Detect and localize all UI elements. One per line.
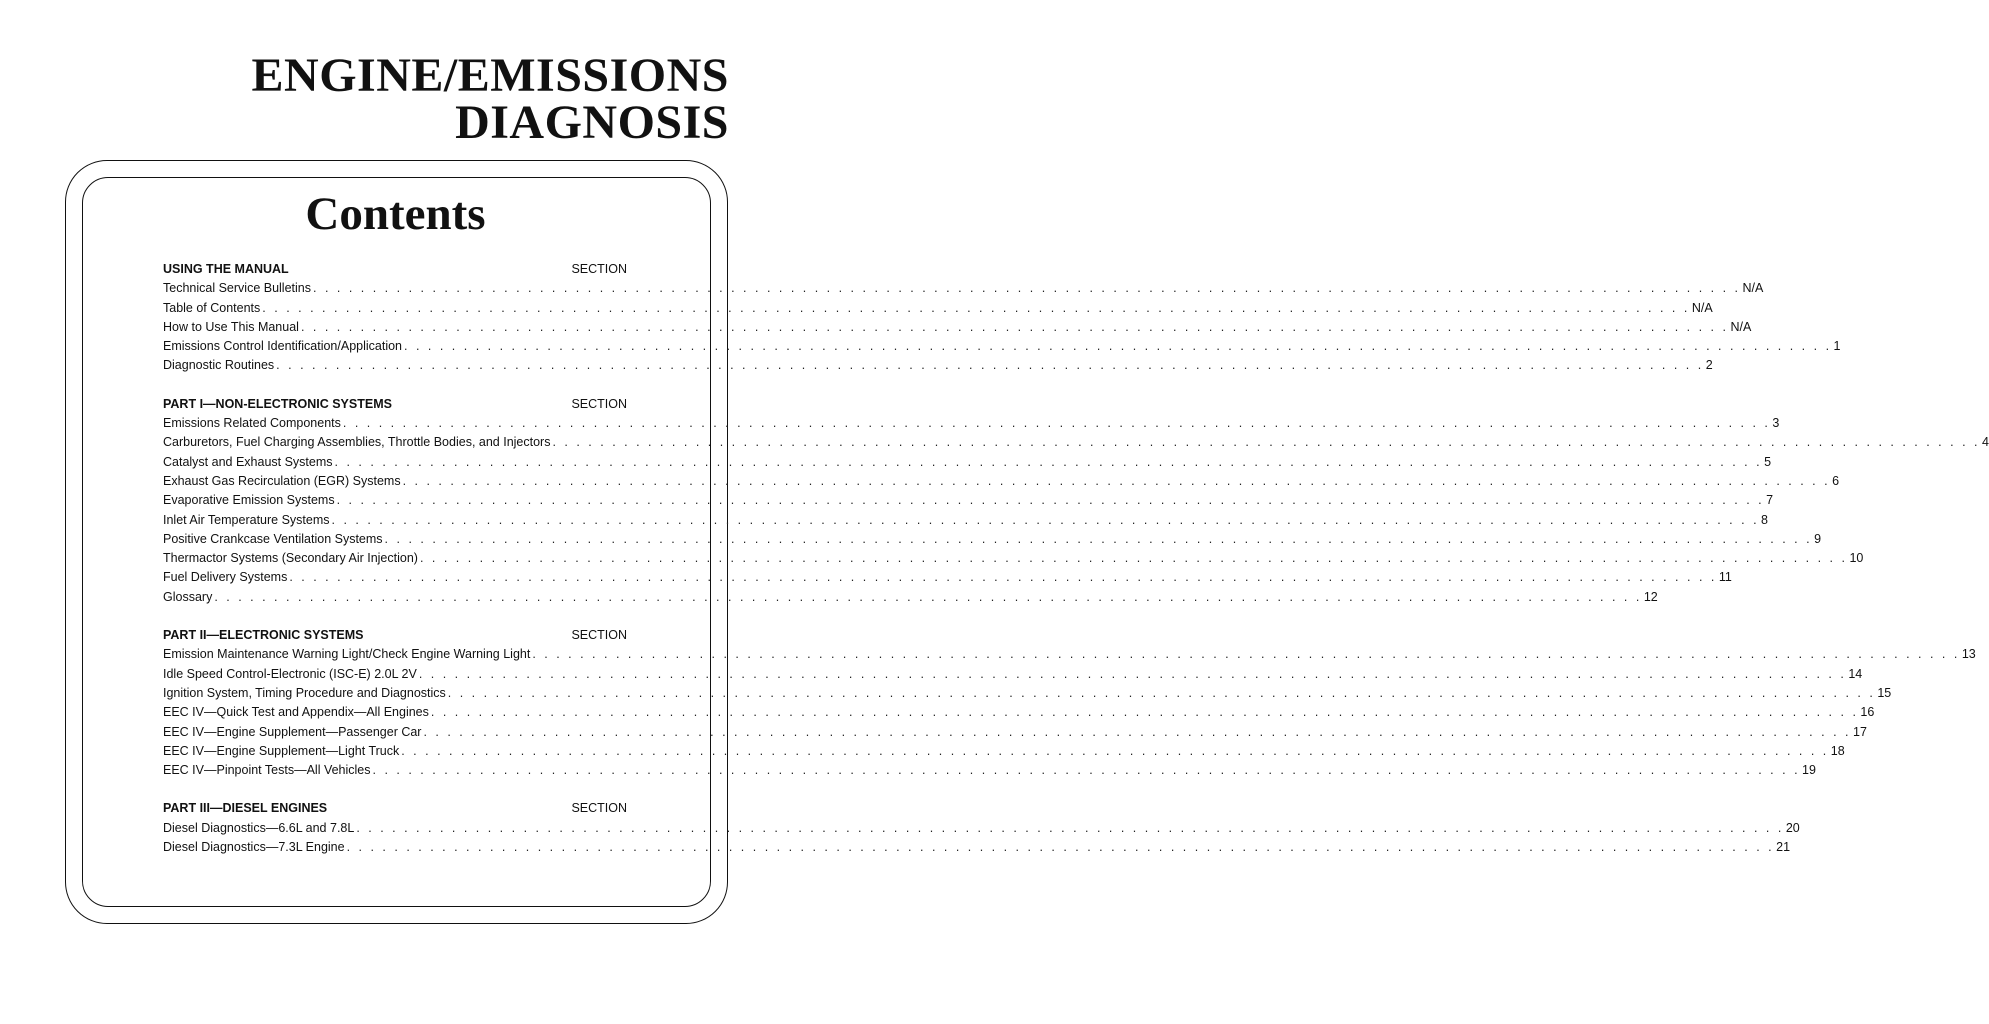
toc-section — [163, 626, 1976, 780]
section-column-label: SECTION — [571, 628, 627, 643]
toc-entry-title: Table of Contents — [163, 300, 261, 315]
section-column-label: SECTION — [571, 396, 627, 411]
dot-leader: . . . . . . . . . . . . . . . . . . . . . . . . . . . . . . . . . . . . . . . . . . . . . . . . . . . . . . . . . . . . . . . . . . . . . . . . . . . . . . . . . . . . . . . . . . . . . . . . . . . . . . . . . . . . . . . . . . . . . . . . — [401, 743, 1829, 758]
toc-entry-title: EEC IV—Pinpoint Tests—All Vehicles — [163, 763, 371, 778]
dot-leader: . . . . . . . . . . . . . . . . . . . . . . . . . . . . . . . . . . . . . . . . . . . . . . . . . . . . . . . . . . . . . . . . . . . . . . . . . . . . . . . . . . . . . . . . . . . . . . . . . . . . . . . . . . . . . . . . . . . . . . . . — [334, 454, 1763, 469]
page-title-line-1: ENGINE/EMISSIONS — [251, 49, 729, 102]
toc-entry-title: EEC IV—Engine Supplement—Light Truck — [163, 743, 400, 758]
toc-entry-title: Glossary — [163, 589, 213, 604]
toc-entry-title: Technical Service Bulletins — [163, 281, 311, 296]
dot-leader: . . . . . . . . . . . . . . . . . . . . . . . . . . . . . . . . . . . . . . . . . . . . . . . . . . . . . . . . . . . . . . . . . . . . . . . . . . . . . . . . . . . . . . . . . . . . . . . . . . . . . . . . . . . . . . . . . . . . . . . . — [532, 647, 1960, 662]
dot-leader: . . . . . . . . . . . . . . . . . . . . . . . . . . . . . . . . . . . . . . . . . . . . . . . . . . . . . . . . . . . . . . . . . . . . . . . . . . . . . . . . . . . . . . . . . . . . . . . . . . . . . . . . . . . . . . . . . . . . . . . . — [289, 570, 1717, 585]
toc-entry-section-number: 19 — [1802, 763, 1816, 778]
toc-entry-title: How to Use This Manual — [163, 319, 299, 334]
dot-leader: . . . . . . . . . . . . . . . . . . . . . . . . . . . . . . . . . . . . . . . . . . . . . . . . . . . . . . . . . . . . . . . . . . . . . . . . . . . . . . . . . . . . . . . . . . . . . . . . . . . . . . . . . . . . . . . . . . . . . . . . — [346, 840, 1775, 855]
dot-leader: . . . . . . . . . . . . . . . . . . . . . . . . . . . . . . . . . . . . . . . . . . . . . . . . . . . . . . . . . . . . . . . . . . . . . . . . . . . . . . . . . . . . . . . . . . . . . . . . . . . . . . . . . . . . . . . . . . . . . . . . — [404, 339, 1832, 354]
toc-entry-title: Exhaust Gas Recirculation (EGR) Systems — [163, 473, 401, 488]
toc-entry-section-number: 4 — [1982, 435, 1989, 450]
toc-entry-section-number: 10 — [1849, 551, 1864, 566]
toc-entry-title: Inlet Air Temperature Systems — [163, 512, 330, 527]
toc-entry-title: Idle Speed Control-Electronic (ISC-E) 2.0L 2V — [163, 666, 417, 681]
dot-leader: . . . . . . . . . . . . . . . . . . . . . . . . . . . . . . . . . . . . . . . . . . . . . . . . . . . . . . . . . . . . . . . . . . . . . . . . . . . . . . . . . . . . . . . . . . . . . . . . . . . . . . . . . . . . . . . . . . . . . . . . — [419, 551, 1848, 566]
toc-entry — [163, 703, 1875, 722]
toc-section-heading — [163, 799, 627, 818]
toc-entry — [163, 838, 1791, 857]
dot-leader: . . . . . . . . . . . . . . . . . . . . . . . . . . . . . . . . . . . . . . . . . . . . . . . . . . . . . . . . . . . . . . . . . . . . . . . . . . . . . . . . . . . . . . . . . . . . . . . . . . . . . . . . . . . . . . . . . . . . . . . . — [313, 281, 1741, 296]
section-column-label: SECTION — [571, 801, 627, 816]
toc-section — [163, 799, 1800, 857]
toc-entry — [163, 723, 1867, 742]
dot-leader: . . . . . . . . . . . . . . . . . . . . . . . . . . . . . . . . . . . . . . . . . . . . . . . . . . . . . . . . . . . . . . . . . . . . . . . . . . . . . . . . . . . . . . . . . . . . . . . . . . . . . . . . . . . . . . . . . . . . . . . . — [423, 724, 1851, 739]
table-of-contents — [163, 260, 1989, 876]
toc-entry-section-number: 8 — [1761, 512, 1768, 527]
toc-section — [163, 260, 1841, 376]
toc-entry — [163, 761, 1816, 780]
toc-entry-section-number: 14 — [1848, 666, 1863, 681]
dot-leader: . . . . . . . . . . . . . . . . . . . . . . . . . . . . . . . . . . . . . . . . . . . . . . . . . . . . . . . . . . . . . . . . . . . . . . . . . . . . . . . . . . . . . . . . . . . . . . . . . . . . . . . . . . . . . . . . . . . . . . . . — [342, 416, 1771, 431]
toc-entry-section-number: 3 — [1772, 416, 1780, 431]
toc-entry — [163, 665, 1863, 684]
toc-entry-section-number: 20 — [1785, 820, 1800, 835]
toc-entry — [163, 356, 1713, 375]
dot-leader: . . . . . . . . . . . . . . . . . . . . . . . . . . . . . . . . . . . . . . . . . . . . . . . . . . . . . . . . . . . . . . . . . . . . . . . . . . . . . . . . . . . . . . . . . . . . . . . . . . . . . . . . . . . . . . . . . . . . . . . . — [356, 820, 1784, 835]
contents-heading: Contents — [305, 188, 486, 240]
dot-leader: . . . . . . . . . . . . . . . . . . . . . . . . . . . . . . . . . . . . . . . . . . . . . . . . . . . . . . . . . . . . . . . . . . . . . . . . . . . . . . . . . . . . . . . . . . . . . . . . . . . . . . . . . . . . . . . . . . . . . . . . — [402, 473, 1831, 488]
page-title-line-2: DIAGNOSIS — [455, 96, 729, 149]
toc-entry-title: Diesel Diagnostics—7.3L Engine — [163, 840, 345, 855]
toc-entry — [163, 337, 1841, 356]
toc-entry-title: Ignition System, Timing Procedure and Diagnostics — [163, 685, 446, 700]
toc-entry — [163, 530, 1822, 549]
dot-leader: . . . . . . . . . . . . . . . . . . . . . . . . . . . . . . . . . . . . . . . . . . . . . . . . . . . . . . . . . . . . . . . . . . . . . . . . . . . . . . . . . . . . . . . . . . . . . . . . . . . . . . . . . . . . . . . . . . . . . . . . — [418, 666, 1847, 681]
dot-leader: . . . . . . . . . . . . . . . . . . . . . . . . . . . . . . . . . . . . . . . . . . . . . . . . . . . . . . . . . . . . . . . . . . . . . . . . . . . . . . . . . . . . . . . . . . . . . . . . . . . . . . . . . . . . . . . . . . . . . . . . — [214, 589, 1642, 604]
toc-entry — [163, 511, 1768, 530]
dot-leader: . . . . . . . . . . . . . . . . . . . . . . . . . . . . . . . . . . . . . . . . . . . . . . . . . . . . . . . . . . . . . . . . . . . . . . . . . . . . . . . . . . . . . . . . . . . . . . . . . . . . . . . . . . . . . . . . . . . . . . . . — [300, 319, 1729, 334]
toc-entry-section-number: 1 — [1833, 339, 1841, 354]
page-title — [251, 49, 729, 149]
toc-entry — [163, 472, 1840, 491]
toc-entry — [163, 819, 1800, 838]
toc-entry — [163, 279, 1764, 298]
toc-entry-title: Diagnostic Routines — [163, 358, 275, 373]
toc-entry — [163, 318, 1752, 337]
toc-entry-title: EEC IV—Engine Supplement—Passenger Car — [163, 724, 422, 739]
toc-entry-title: Emissions Control Identification/Application — [163, 339, 403, 354]
toc-entry-section-number: 7 — [1766, 493, 1774, 508]
toc-entry-section-number: 16 — [1860, 705, 1875, 720]
toc-entry-title: Evaporative Emission Systems — [163, 493, 335, 508]
toc-section-heading — [163, 626, 627, 645]
section-heading-label: PART III—DIESEL ENGINES — [163, 801, 328, 816]
toc-entry-section-number: 9 — [1814, 531, 1822, 546]
section-heading-label: USING THE MANUAL — [163, 262, 289, 276]
toc-entry-section-number: 5 — [1764, 454, 1772, 469]
toc-entry-section-number: 13 — [1961, 647, 1976, 662]
toc-entry-section-number: 17 — [1853, 724, 1867, 739]
toc-section — [163, 395, 1989, 607]
dot-leader: . . . . . . . . . . . . . . . . . . . . . . . . . . . . . . . . . . . . . . . . . . . . . . . . . . . . . . . . . . . . . . . . . . . . . . . . . . . . . . . . . . . . . . . . . . . . . . . . . . . . . . . . . . . . . . . . . . . . . . . . — [552, 435, 1980, 450]
toc-entry-title: Emission Maintenance Warning Light/Check Engine Warning Light — [163, 647, 531, 662]
toc-section-heading — [163, 260, 627, 279]
toc-entry-title: EEC IV—Quick Test and Appendix—All Engines — [163, 705, 429, 720]
dot-leader: . . . . . . . . . . . . . . . . . . . . . . . . . . . . . . . . . . . . . . . . . . . . . . . . . . . . . . . . . . . . . . . . . . . . . . . . . . . . . . . . . . . . . . . . . . . . . . . . . . . . . . . . . . . . . . . . . . . . . . . . — [384, 531, 1813, 546]
toc-entry-title: Carburetors, Fuel Charging Assemblies, Throttle Bodies, and Injectors — [163, 435, 551, 450]
toc-entry-section-number: N/A — [1742, 281, 1764, 296]
toc-entry-title: Catalyst and Exhaust Systems — [163, 454, 333, 469]
toc-entry — [163, 433, 1989, 452]
toc-entry-section-number: 18 — [1830, 743, 1845, 758]
toc-entry-section-number: N/A — [1730, 319, 1752, 334]
dot-leader: . . . . . . . . . . . . . . . . . . . . . . . . . . . . . . . . . . . . . . . . . . . . . . . . . . . . . . . . . . . . . . . . . . . . . . . . . . . . . . . . . . . . . . . . . . . . . . . . . . . . . . . . . . . . . . . . . . . . . . . . — [447, 685, 1876, 700]
dot-leader: . . . . . . . . . . . . . . . . . . . . . . . . . . . . . . . . . . . . . . . . . . . . . . . . . . . . . . . . . . . . . . . . . . . . . . . . . . . . . . . . . . . . . . . . . . . . . . . . . . . . . . . . . . . . . . . . . . . . . . . . — [276, 358, 1704, 373]
toc-entry-title: Diesel Diagnostics—6.6L and 7.8L — [163, 820, 355, 835]
toc-entry-section-number: 2 — [1705, 358, 1713, 373]
section-column-label: SECTION — [571, 262, 627, 276]
toc-entry — [163, 414, 1780, 433]
toc-entry-title: Emissions Related Components — [163, 416, 341, 431]
toc-entry — [163, 549, 1864, 568]
toc-entry-title: Fuel Delivery Systems — [163, 570, 288, 585]
toc-entry — [163, 568, 1732, 587]
toc-entry-section-number: N/A — [1691, 300, 1713, 315]
toc-entry — [163, 742, 1845, 761]
toc-entry-section-number: 15 — [1877, 685, 1892, 700]
dot-leader: . . . . . . . . . . . . . . . . . . . . . . . . . . . . . . . . . . . . . . . . . . . . . . . . . . . . . . . . . . . . . . . . . . . . . . . . . . . . . . . . . . . . . . . . . . . . . . . . . . . . . . . . . . . . . . . . . . . . . . . . — [372, 763, 1801, 778]
toc-entry — [163, 684, 1892, 703]
toc-entry-section-number: 11 — [1718, 570, 1732, 585]
dot-leader: . . . . . . . . . . . . . . . . . . . . . . . . . . . . . . . . . . . . . . . . . . . . . . . . . . . . . . . . . . . . . . . . . . . . . . . . . . . . . . . . . . . . . . . . . . . . . . . . . . . . . . . . . . . . . . . . . . . . . . . . — [430, 705, 1859, 720]
toc-entry-section-number: 21 — [1776, 840, 1791, 855]
toc-section-heading — [163, 395, 627, 414]
dot-leader: . . . . . . . . . . . . . . . . . . . . . . . . . . . . . . . . . . . . . . . . . . . . . . . . . . . . . . . . . . . . . . . . . . . . . . . . . . . . . . . . . . . . . . . . . . . . . . . . . . . . . . . . . . . . . . . . . . . . . . . . — [331, 512, 1760, 527]
toc-entry — [163, 299, 1713, 318]
toc-entry — [163, 645, 1976, 664]
toc-entry — [163, 453, 1772, 472]
toc-entry — [163, 491, 1774, 510]
toc-entry-title: Thermactor Systems (Secondary Air Injection) — [163, 551, 418, 566]
toc-entry — [163, 588, 1658, 607]
dot-leader: . . . . . . . . . . . . . . . . . . . . . . . . . . . . . . . . . . . . . . . . . . . . . . . . . . . . . . . . . . . . . . . . . . . . . . . . . . . . . . . . . . . . . . . . . . . . . . . . . . . . . . . . . . . . . . . . . . . . . . . . — [336, 493, 1765, 508]
section-heading-label: PART II—ELECTRONIC SYSTEMS — [163, 628, 364, 643]
toc-entry-section-number: 6 — [1832, 473, 1840, 488]
dot-leader: . . . . . . . . . . . . . . . . . . . . . . . . . . . . . . . . . . . . . . . . . . . . . . . . . . . . . . . . . . . . . . . . . . . . . . . . . . . . . . . . . . . . . . . . . . . . . . . . . . . . . . . . . . . . . . . . . . . . . . . . — [262, 300, 1690, 315]
toc-entry-section-number: 12 — [1643, 589, 1658, 604]
section-heading-label: PART I—NON-ELECTRONIC SYSTEMS — [163, 396, 392, 411]
toc-entry-title: Positive Crankcase Ventilation Systems — [163, 531, 383, 546]
